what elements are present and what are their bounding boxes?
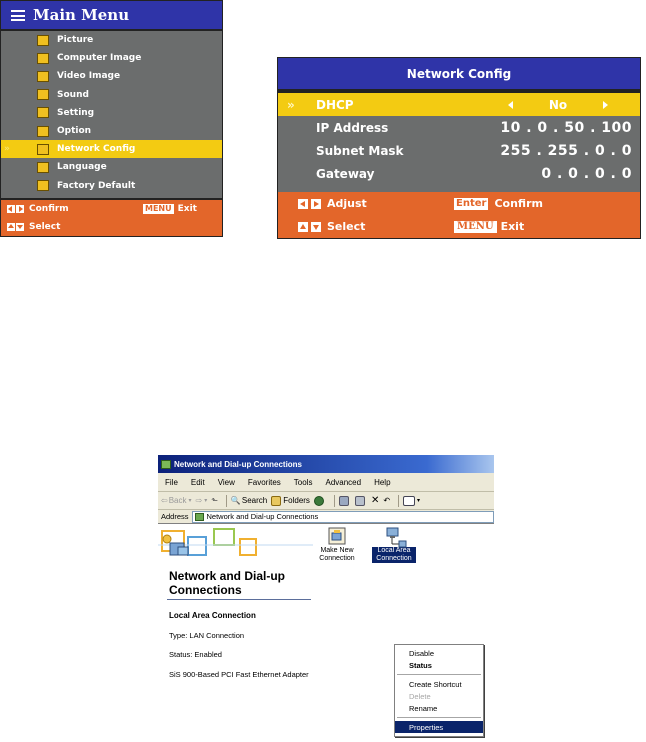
network-folder-icon bbox=[161, 460, 171, 469]
network-config-osd bbox=[277, 57, 641, 239]
exit-hint-group bbox=[454, 220, 524, 233]
context-separator bbox=[397, 717, 481, 718]
subnet-mask-value[interactable]: 255 . 255 . 0 . 0 bbox=[500, 142, 632, 159]
toolbar-separator bbox=[334, 495, 335, 507]
main-menu-title: Main Menu bbox=[33, 6, 130, 24]
folders-button[interactable]: Folders bbox=[271, 496, 310, 506]
context-delete[interactable]: Delete bbox=[409, 691, 431, 701]
context-rename[interactable]: Rename bbox=[409, 703, 438, 713]
computer-image-icon bbox=[37, 53, 49, 64]
delete-button[interactable] bbox=[371, 495, 379, 506]
chevron-down-icon: ▾ bbox=[204, 498, 208, 504]
panel-title: Network and Dial-up Connections bbox=[169, 569, 286, 597]
menu-edit[interactable]: Edit bbox=[190, 477, 205, 487]
address-bar bbox=[158, 510, 494, 524]
down-key-icon bbox=[16, 223, 24, 231]
window-title: Network and Dial-up Connections bbox=[174, 459, 303, 469]
forward-arrow-icon: ⇨ bbox=[195, 496, 203, 505]
network-connections-window bbox=[158, 455, 494, 732]
menu-key-badge: MENU bbox=[454, 221, 497, 233]
down-key-icon bbox=[311, 222, 321, 232]
left-key-icon bbox=[298, 199, 308, 209]
gateway-label: Gateway bbox=[316, 166, 375, 181]
menu-item-option[interactable]: Option bbox=[1, 122, 222, 140]
up-folder-button[interactable] bbox=[211, 496, 218, 505]
toolbar bbox=[158, 492, 494, 510]
select-hint: Select bbox=[327, 220, 366, 233]
confirm-hint: Confirm bbox=[29, 204, 69, 214]
speaker-icon bbox=[37, 89, 49, 100]
footer-row-adjust bbox=[278, 192, 640, 215]
adjust-hint: Adjust bbox=[327, 197, 367, 210]
gateway-row[interactable] bbox=[278, 162, 640, 185]
footer-row-confirm bbox=[1, 200, 222, 218]
menu-item-picture[interactable]: Picture bbox=[1, 31, 222, 49]
context-menu bbox=[394, 644, 484, 737]
toolbar-separator bbox=[226, 495, 227, 507]
language-icon bbox=[37, 162, 49, 173]
menu-item-network-config[interactable]: » Network Config bbox=[1, 140, 222, 158]
menu-item-sound[interactable]: Sound bbox=[1, 86, 222, 104]
panel-connection-type: Type: LAN Connection bbox=[169, 631, 245, 640]
make-new-connection-label: Make New Connection bbox=[319, 547, 355, 562]
network-icon bbox=[37, 144, 49, 155]
move-to-button[interactable] bbox=[339, 496, 351, 506]
ip-address-label: IP Address bbox=[316, 120, 389, 135]
network-folder-icon bbox=[195, 513, 204, 521]
local-area-connection-item[interactable] bbox=[372, 527, 416, 563]
back-button[interactable]: ⇦ Back ▾ bbox=[161, 496, 192, 505]
network-banner-graphic bbox=[158, 525, 313, 565]
ip-address-value[interactable]: 10 . 0 . 50 . 100 bbox=[500, 119, 632, 136]
option-icon bbox=[37, 126, 49, 137]
exit-hint-group bbox=[143, 204, 197, 214]
delete-x-icon: ✕ bbox=[370, 495, 380, 506]
right-key-icon bbox=[311, 199, 321, 209]
menu-file[interactable]: File bbox=[165, 477, 178, 487]
arrow-right-icon[interactable] bbox=[603, 101, 608, 109]
left-key-icon bbox=[7, 205, 15, 213]
address-value: Network and Dial-up Connections bbox=[206, 512, 319, 521]
context-separator bbox=[397, 674, 481, 675]
exit-hint: Exit bbox=[500, 220, 525, 233]
back-arrow-icon: ⇦ bbox=[161, 496, 168, 505]
network-config-title: Network Config bbox=[406, 66, 512, 81]
context-properties[interactable]: Properties bbox=[395, 721, 483, 733]
search-button[interactable]: 🔍 Search bbox=[230, 496, 268, 505]
subnet-mask-row[interactable] bbox=[278, 139, 640, 162]
make-new-connection-item[interactable] bbox=[314, 527, 360, 563]
up-folder-icon: ⬑ bbox=[211, 496, 218, 505]
address-input[interactable] bbox=[192, 511, 494, 523]
chevron-down-icon: ▾ bbox=[188, 498, 192, 504]
footer-row-select bbox=[278, 215, 640, 238]
dhcp-selector[interactable] bbox=[508, 98, 608, 112]
local-area-connection-icon bbox=[385, 527, 403, 545]
confirm-hint: Confirm bbox=[494, 197, 543, 210]
menu-tools[interactable]: Tools bbox=[293, 477, 313, 487]
menu-favorites[interactable]: Favorites bbox=[247, 477, 281, 487]
network-config-title-bar bbox=[278, 58, 640, 93]
views-button[interactable] bbox=[403, 496, 420, 506]
search-icon: 🔍 bbox=[230, 496, 241, 505]
up-key-icon bbox=[7, 223, 15, 231]
make-new-connection-icon bbox=[328, 527, 346, 545]
confirm-hint-group bbox=[454, 197, 543, 210]
panel-banner bbox=[158, 525, 313, 565]
window-title-bar[interactable] bbox=[158, 455, 494, 473]
factory-default-icon bbox=[37, 180, 49, 191]
main-menu-footer bbox=[1, 198, 222, 236]
picture-icon bbox=[37, 35, 49, 46]
undo-button[interactable] bbox=[383, 496, 390, 505]
gateway-value[interactable]: 0 . 0 . 0 . 0 bbox=[541, 165, 632, 182]
subnet-mask-label: Subnet Mask bbox=[316, 143, 404, 158]
toolbar-separator bbox=[398, 495, 399, 507]
menu-item-setting[interactable]: Setting bbox=[1, 104, 222, 122]
copy-to-button[interactable] bbox=[355, 496, 367, 506]
menu-item-language[interactable]: Language bbox=[1, 158, 222, 176]
setting-icon bbox=[37, 107, 49, 118]
copy-to-icon bbox=[355, 496, 365, 506]
chevron-down-icon: ▾ bbox=[417, 498, 421, 504]
menu-item-computer-image[interactable]: Computer Image bbox=[1, 49, 222, 67]
menu-item-factory-default[interactable]: Factory Default bbox=[1, 177, 222, 195]
panel-divider bbox=[167, 599, 311, 600]
footer-row-select bbox=[1, 218, 222, 236]
menu-list-icon bbox=[11, 10, 25, 21]
network-config-footer bbox=[278, 192, 640, 238]
enter-key-badge: Enter bbox=[456, 197, 487, 209]
panel-connection-status: Status: Enabled bbox=[169, 650, 222, 659]
ip-address-row[interactable] bbox=[278, 116, 640, 139]
selection-arrow-icon: » bbox=[287, 97, 292, 112]
menu-help[interactable]: Help bbox=[374, 477, 391, 487]
context-create-shortcut[interactable]: Create Shortcut bbox=[409, 679, 462, 689]
history-button[interactable] bbox=[314, 496, 326, 506]
menu-key-badge: MENU bbox=[145, 204, 172, 213]
local-area-connection-label: Local Area Connection bbox=[372, 547, 416, 563]
menu-bar bbox=[158, 473, 494, 492]
panel-adapter-name: SiS 900-Based PCI Fast Ethernet Adapter bbox=[169, 670, 309, 679]
dhcp-value: No bbox=[548, 97, 568, 112]
views-icon bbox=[403, 496, 415, 506]
arrow-left-icon[interactable] bbox=[508, 101, 513, 109]
selection-arrow-icon: » bbox=[4, 144, 8, 155]
move-to-icon bbox=[339, 496, 349, 506]
menu-advanced[interactable]: Advanced bbox=[325, 477, 362, 487]
menu-item-video-image[interactable]: Video Image bbox=[1, 67, 222, 85]
forward-button[interactable] bbox=[196, 496, 208, 505]
main-menu-items bbox=[1, 31, 222, 195]
menu-view[interactable]: View bbox=[217, 477, 235, 487]
context-disable[interactable]: Disable bbox=[409, 648, 435, 658]
context-status[interactable]: Status bbox=[409, 660, 432, 670]
history-icon bbox=[314, 496, 324, 506]
main-menu-osd bbox=[0, 0, 223, 237]
up-key-icon bbox=[298, 222, 308, 232]
panel-connection-name: Local Area Connection bbox=[169, 611, 256, 620]
select-hint: Select bbox=[29, 222, 61, 232]
video-image-icon bbox=[37, 71, 49, 82]
undo-icon: ↶ bbox=[383, 496, 391, 505]
folder-content bbox=[158, 525, 494, 732]
dhcp-label: DHCP bbox=[316, 97, 354, 112]
address-label: Address bbox=[161, 512, 189, 521]
right-key-icon bbox=[16, 205, 24, 213]
main-menu-title-bar bbox=[1, 1, 222, 31]
dhcp-row[interactable] bbox=[278, 93, 640, 116]
folders-icon bbox=[271, 496, 281, 506]
exit-hint: Exit bbox=[177, 204, 197, 214]
